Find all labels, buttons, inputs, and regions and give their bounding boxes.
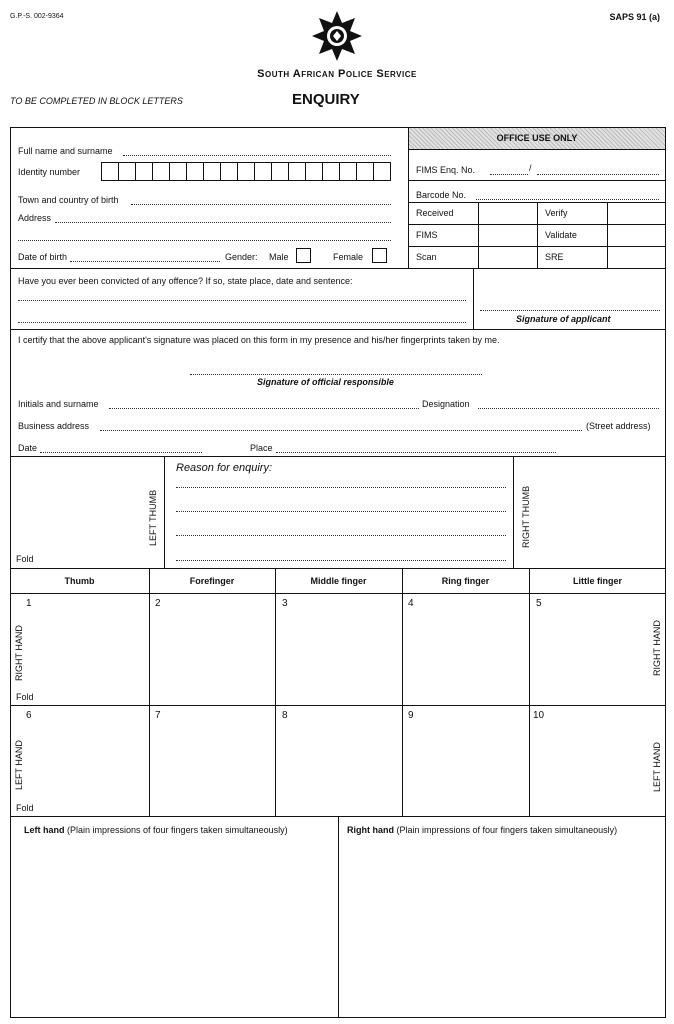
finger-number-8: 8 [282, 710, 288, 721]
full-name-field[interactable] [123, 155, 391, 156]
police-star-emblem-icon [311, 10, 363, 62]
address-label: Address [18, 213, 52, 223]
little-finger-header: Little finger [573, 576, 622, 586]
female-checkbox[interactable] [372, 248, 387, 263]
validate-label: Validate [545, 230, 577, 240]
date-field[interactable] [40, 452, 202, 453]
fold-label: Fold [16, 554, 34, 564]
finger-number-10: 10 [533, 710, 545, 721]
birthplace-label: Town and country of birth [18, 195, 119, 205]
reason-field-line3[interactable] [176, 535, 506, 536]
right-hand-plain-caption [347, 825, 617, 835]
finger-number-1: 1 [26, 598, 32, 609]
left-hand-plain-area[interactable] [11, 840, 337, 1017]
finger-number-3: 3 [282, 598, 288, 609]
address-field-line2[interactable] [18, 240, 391, 241]
female-label: Female [333, 252, 364, 262]
left-thumb-print-area[interactable] [11, 457, 164, 568]
fold-label-right-hand: Fold [16, 692, 34, 702]
forefinger-header: Forefinger [189, 576, 235, 586]
finger-number-9: 9 [408, 710, 414, 721]
official-signature-label: Signature of official responsible [257, 377, 394, 387]
right-hand-label-right: RIGHT HAND [652, 620, 662, 676]
date-of-birth-label: Date of birth [18, 252, 68, 262]
identity-number-label: Identity number [18, 167, 81, 177]
date-of-birth-field[interactable] [70, 261, 220, 262]
right-thumb-label: RIGHT THUMB [521, 485, 531, 548]
form-number: SAPS 91 (a) [609, 12, 660, 22]
date-label: Date [18, 443, 38, 453]
scan-label: Scan [416, 252, 437, 262]
reason-field-line4[interactable] [176, 560, 506, 561]
finger-number-6: 6 [26, 710, 32, 721]
gender-label: Gender: [225, 252, 258, 262]
fims-enq-field[interactable] [490, 174, 528, 175]
finger-number-4: 4 [408, 598, 414, 609]
fims-enq-label: FIMS Enq. No. [416, 165, 476, 175]
thumb-header: Thumb [64, 576, 95, 586]
block-letters-instruction: TO BE COMPLETED IN BLOCK LETTERS [10, 96, 183, 106]
finger-number-2: 2 [155, 598, 161, 609]
left-hand-label-left: LEFT HAND [14, 740, 24, 790]
reason-label: Reason for enquiry: [176, 462, 272, 474]
male-checkbox[interactable] [296, 248, 311, 263]
left-hand-plain-title: Left hand [24, 825, 65, 835]
verify-label: Verify [545, 208, 568, 218]
applicant-signature-field[interactable] [480, 310, 660, 311]
official-signature-field[interactable] [190, 374, 482, 375]
initials-surname-label: Initials and surname [18, 399, 99, 409]
conviction-question: Have you ever been convicted of any offence? If so, state place, date and sentence: [18, 276, 353, 286]
right-hand-plain-note: (Plain impressions of four fingers taken simultaneously) [396, 825, 618, 835]
designation-field[interactable] [478, 408, 659, 409]
received-label: Received [416, 208, 454, 218]
right-hand-label-left: RIGHT HAND [14, 625, 24, 681]
conviction-field-line1[interactable] [18, 300, 466, 301]
full-name-label: Full name and surname [18, 146, 113, 156]
left-hand-plain-caption [24, 825, 288, 835]
left-hand-plain-note: (Plain impressions of four fingers taken simultaneously) [67, 825, 288, 835]
page-title: ENQUIRY [292, 91, 360, 108]
street-address-label: (Street address) [586, 421, 651, 431]
fims-label: FIMS [416, 230, 438, 240]
address-field[interactable] [55, 222, 391, 223]
office-use-header: OFFICE USE ONLY [409, 128, 665, 149]
finger-number-5: 5 [536, 598, 542, 609]
certify-statement: I certify that the above applicant's signature was placed on this form in my presence and his/her fingerprints taken by me. [18, 335, 500, 345]
ring-finger-header: Ring finger [441, 576, 490, 586]
barcode-label: Barcode No. [416, 190, 467, 200]
male-label: Male [269, 252, 289, 262]
place-field[interactable] [276, 452, 556, 453]
middle-finger-header: Middle finger [310, 576, 367, 586]
fims-enq-field-2[interactable] [537, 174, 659, 175]
left-hand-label-right: LEFT HAND [652, 742, 662, 792]
fold-label-left-hand: Fold [16, 803, 34, 813]
finger-number-7: 7 [155, 710, 161, 721]
barcode-field[interactable] [476, 199, 659, 200]
birthplace-field[interactable] [131, 204, 391, 205]
right-hand-plain-title: Right hand [347, 825, 394, 835]
fims-enq-separator: / [529, 163, 532, 173]
designation-label: Designation [422, 399, 470, 409]
form-code: G.P.-S. 002-9364 [10, 13, 64, 20]
conviction-field-line2[interactable] [18, 322, 466, 323]
right-thumb-print-area[interactable] [514, 457, 665, 568]
initials-surname-field[interactable] [109, 408, 419, 409]
business-address-label: Business address [18, 421, 90, 431]
sre-label: SRE [545, 252, 564, 262]
organisation-name: South African Police Service [257, 68, 417, 80]
applicant-signature-label: Signature of applicant [516, 314, 611, 324]
left-thumb-label: LEFT THUMB [148, 489, 158, 546]
right-hand-plain-area[interactable] [339, 840, 665, 1017]
reason-field-line1[interactable] [176, 487, 506, 488]
place-label: Place [250, 443, 273, 453]
reason-field-line2[interactable] [176, 511, 506, 512]
business-address-field[interactable] [100, 430, 582, 431]
